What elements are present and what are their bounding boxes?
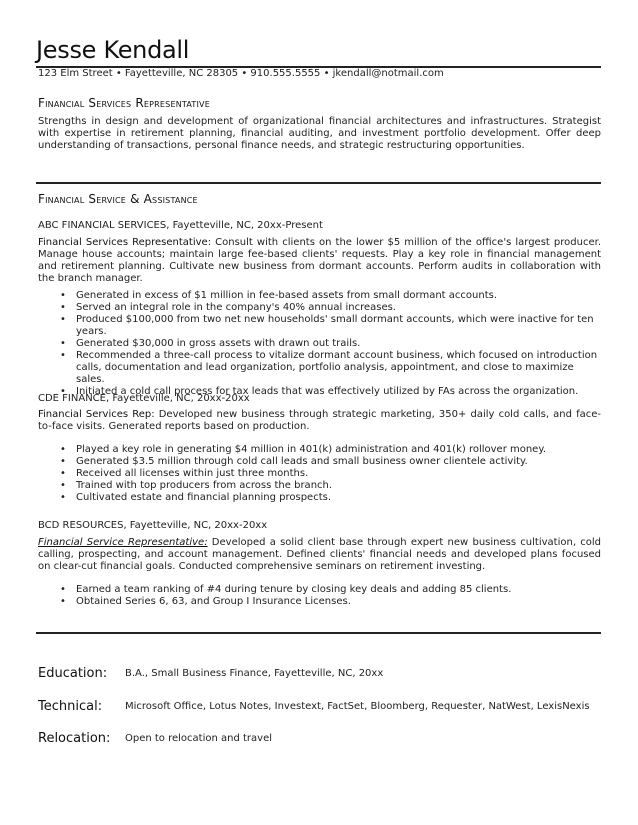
list-item: • Trained with top producers from across the branch. xyxy=(60,480,600,492)
job-description-text: Developed a solid client base through expert new business cultivation, cold calling, prospecting, and account management. Defined clients' financial needs and developed plans focused on clear-cut financial goals. Conducted comprehensive seminars on retirement investing. xyxy=(38,537,601,572)
candidate-name: Jesse Kendall xyxy=(36,36,190,64)
job-achievements xyxy=(60,290,600,398)
job-achievements xyxy=(60,444,600,504)
job-heading: ABC FINANCIAL SERVICES, Fayetteville, NC, 20xx-Present xyxy=(38,220,323,231)
relocation-label: Relocation: xyxy=(38,731,111,746)
section-rule xyxy=(36,182,601,184)
summary-title: Financial Services Representative xyxy=(38,96,210,110)
list-item: • Generated in excess of $1 million in fee-based assets from small dormant accounts. xyxy=(60,290,600,302)
list-item: • Generated $3.5 million through cold call leads and small business owner clientele activity. xyxy=(60,456,600,468)
list-item: • Served an integral role in the company's 40% annual increases. xyxy=(60,302,600,314)
job-heading: BCD RESOURCES, Fayetteville, NC, 20xx-20xx xyxy=(38,520,268,531)
technical-label: Technical: xyxy=(38,699,103,714)
job-role: Financial Services Representative xyxy=(38,237,208,248)
job-description xyxy=(38,409,601,433)
experience-title: Financial Service & Assistance xyxy=(38,192,198,206)
contact-line: 123 Elm Street • Fayetteville, NC 28305 • 910.555.5555 • jkendall@notmail.com xyxy=(38,68,444,79)
list-item: • Initiated a cold call process for tax leads that was effectively utilized by FAs across the organization. xyxy=(60,386,600,398)
list-item: • Played a key role in generating $4 million in 401(k) administration and 401(k) rollover money. xyxy=(60,444,600,456)
list-item: • Earned a team ranking of #4 during tenure by closing key deals and adding 85 clients. xyxy=(60,584,600,596)
list-item: • Recommended a three-call process to vitalize dormant account business, which focused on introduction calls, documentation and lead organization, portfolio analysis, appointment, and close to maximize sales. xyxy=(60,350,600,386)
education-value: B.A., Small Business Finance, Fayetteville, NC, 20xx xyxy=(125,668,384,679)
list-item: • Obtained Series 6, 63, and Group I Insurance Licenses. xyxy=(60,596,600,608)
summary-text: Strengths in design and development of organizational financial architectures and infrastructures. Strategist with expertise in retirement planning, financial auditing, and investment portfolio development. Offer deep understanding of transactions, personal finance needs, and strategic restructuring opportunities. xyxy=(38,116,601,151)
job-heading: CDE FINANCE, Fayetteville, NC, 20xx-20xx xyxy=(38,393,250,404)
job-description xyxy=(38,537,601,573)
job-achievements xyxy=(60,584,600,608)
job-description-text: : Consult with clients on the lower $5 million of the office's largest producer. Manage house accounts; maintain large fee-based clients' requests. Play a key role in financial management and retirement planning. Cultivate new business from dormant accounts. Perform audits in collaboration with the branch manager. xyxy=(38,237,601,284)
job-role: Financial Service Representative: xyxy=(38,537,208,548)
technical-value: Microsoft Office, Lotus Notes, Investext, FactSet, Bloomberg, Requester, NatWest, LexisNexis xyxy=(125,701,590,712)
relocation-value: Open to relocation and travel xyxy=(125,733,273,744)
list-item: • Received all licenses within just three months. xyxy=(60,468,600,480)
job-description xyxy=(38,237,601,285)
list-item: • Cultivated estate and financial planning prospects. xyxy=(60,492,600,504)
job-description-text: : Developed new business through strategic marketing, 350+ daily cold calls, and face-to-face visits. Generated reports based on production. xyxy=(38,409,601,432)
list-item: • Produced $100,000 from two net new households' small dormant accounts, which were inactive for ten years. xyxy=(60,314,600,338)
education-label: Education: xyxy=(38,666,108,681)
section-rule xyxy=(36,632,601,634)
list-item: • Generated $30,000 in gross assets with drawn out trails. xyxy=(60,338,600,350)
job-role: Financial Services Rep xyxy=(38,409,152,420)
